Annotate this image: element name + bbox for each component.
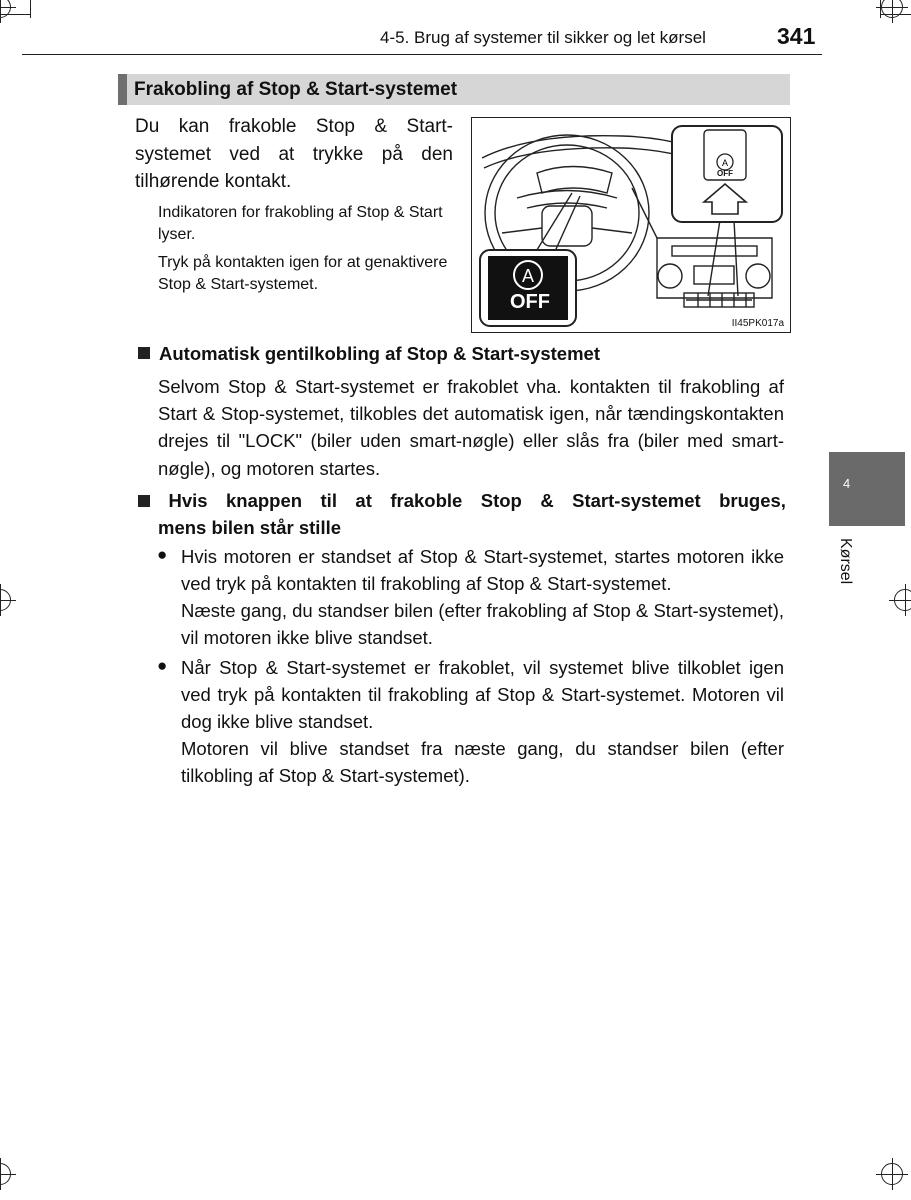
registration-mark-icon	[0, 589, 11, 611]
svg-text:A: A	[721, 158, 729, 168]
chapter-number: 4	[843, 476, 851, 491]
indicator-note: Indikatoren for frakobling af Stop & Start lyser.	[158, 204, 443, 243]
heading-word: bruges,	[719, 490, 786, 511]
registration-mark-icon	[0, 0, 11, 18]
auto-reenable-heading	[138, 340, 600, 367]
square-bullet-icon	[138, 495, 150, 507]
bullet2-paragraph: Når Stop & Start-systemet er frakoblet, vil systemet blive tilkoblet igen ved tryk på kontakten til frakobling af Stop & Start-systemet. Motoren vil dog ikke blive standset.	[181, 657, 784, 733]
reactivate-note: Tryk på kontakten igen for at genaktivere Stop & Start-systemet.	[158, 254, 448, 293]
registration-mark-icon	[0, 1163, 11, 1185]
stationary-heading-line1	[138, 487, 786, 514]
section-heading-text: Frakobling af Stop & Start-systemet	[134, 79, 458, 100]
heading-word: knappen	[225, 490, 303, 511]
switch-label: OFF	[717, 169, 733, 178]
stationary-heading-line2: mens bilen står stille	[158, 517, 342, 538]
heading-word: &	[540, 490, 554, 511]
heading-word: Start-systemet	[572, 490, 701, 511]
chapter-tab	[829, 452, 905, 526]
registration-mark-icon	[881, 0, 903, 18]
bullet1-followup: Næste gang, du standser bilen (efter frakobling af Stop & Start-systemet), vil motoren ikke blive standset.	[181, 600, 784, 649]
bullet1-paragraph: Hvis motoren er standset af Stop & Start-systemet, startes motoren ikke ved tryk på kontakten til frakobling af Stop & Start-systemet.	[181, 546, 784, 595]
indicator-off-label: OFF	[510, 291, 550, 313]
square-bullet-icon	[138, 347, 150, 359]
heading-word: Hvis	[168, 490, 208, 511]
heading-word: til	[320, 490, 337, 511]
round-bullet-icon: ●	[157, 545, 168, 564]
running-header-title: 4-5. Brug af systemer til sikker og let kørsel	[380, 28, 706, 47]
svg-text:A: A	[521, 266, 535, 286]
registration-mark-icon	[894, 589, 911, 611]
chapter-tab-label: Kørsel	[837, 538, 854, 585]
bullet2-followup: Motoren vil blive standset fra næste gang, du standser bilen (efter tilkobling af Stop & Start-systemet).	[181, 738, 784, 787]
auto-reenable-paragraph: Selvom Stop & Start-systemet er frakoblet vha. kontakten til frakobling af Start & Stop-systemet, tilkobles det automatisk igen, når tændingskontakten drejes til "LOCK" (biler uden smart-nøgle) eller slås fra (biler med smart-nøgle), og motoren startes.	[158, 376, 784, 479]
section-heading	[118, 74, 790, 105]
crop-mark	[30, 0, 31, 18]
registration-mark-icon	[881, 1163, 903, 1185]
header-rule	[22, 54, 822, 55]
stationary-heading	[138, 487, 786, 514]
round-bullet-icon: ●	[157, 656, 168, 675]
page-number: 341	[777, 23, 816, 49]
heading-word: frakoble	[390, 490, 463, 511]
heading-word: Stop	[480, 490, 522, 511]
intro-paragraph: Du kan frakoble Stop & Start-systemet ved at trykke på den tilhørende kontakt.	[135, 116, 453, 192]
dashboard-illustration	[471, 117, 791, 333]
heading-word: at	[355, 490, 372, 511]
figure-id: II45PK017a	[731, 318, 784, 329]
auto-reenable-heading-text: Automatisk gentilkobling af Stop & Start-systemet	[159, 343, 600, 364]
